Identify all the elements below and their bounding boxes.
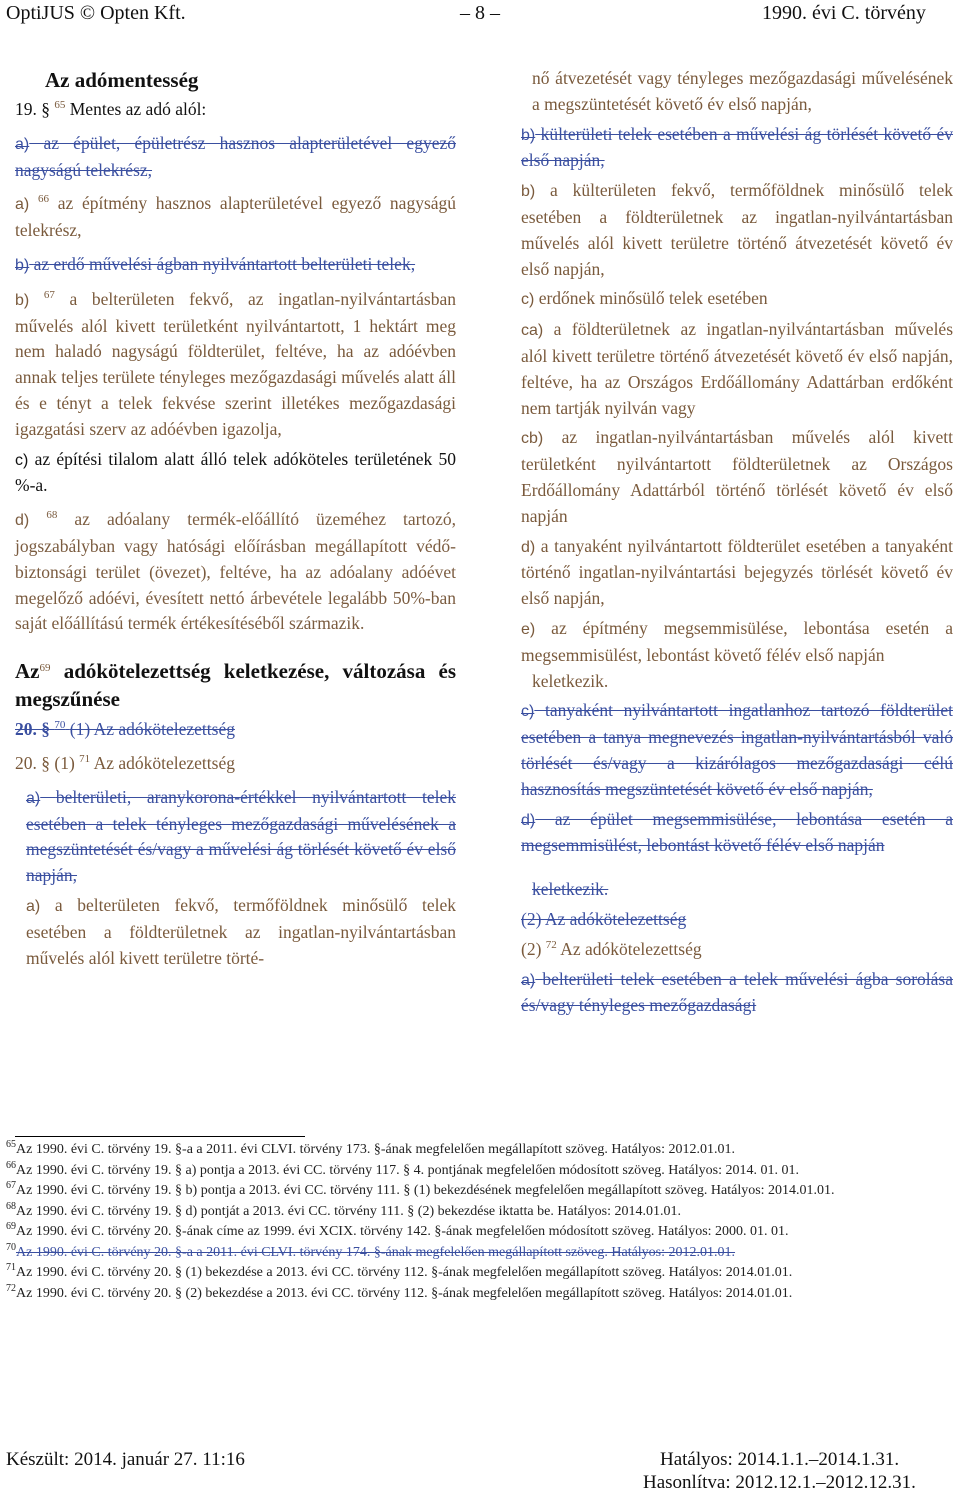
footnote-ref-66[interactable]: 66	[37, 193, 49, 206]
footnote-67: $^{67}$Az 1990. évi C. törvény 19. § b) pontja a 2013. évi CC. törvény 111. § (1) bekezdésének megfelelően megállapított szöveg. Hatályos: 2014.01.01.	[6, 1180, 835, 1198]
footnote-ref-68[interactable]: 68	[46, 509, 58, 522]
point-d: d) $^{68}$ az adóalany termék-előállító üzeméhez tartozó, jogszabályban vagy hatósági előírásban megállapított védő-biztonsági terület (övezet), feltéve, ha az adóalany adóévet megelőző adóévi, évesített nettó árbevétele legalább 50%-ban saját előállítású termék értékesítéséből származik.	[15, 509, 457, 634]
point-b-old-right: b) külterületi telek esetében a művelési ág törlését követő év első napján,	[521, 123, 954, 171]
footnote-71: $^{71}$Az 1990. évi C. törvény 20. § (1) bekezdése a 2013. évi CC. törvény 112. §-ának megfelelően megállapított szöveg. Hatályos: 2014.01.01.	[6, 1262, 793, 1280]
footnote-ref-71[interactable]: 71	[79, 752, 91, 765]
point-a-old: a) az épület, épületrész hasznos alapterületével egyező nagyságú telekrész,	[15, 132, 456, 180]
footnote-68: $^{68}$Az 1990. évi C. törvény 19. § d) pontját a 2013. évi CC. törvény 111. § (2) bekezdése iktatta be. Hatályos: 2014.01.01.	[6, 1200, 681, 1219]
subpoint-a-old: a) belterületi, aranykorona-értékkel nyilvántartott telek esetében a telek tényleges mezőgazdasági művelésének a megszüntetését és/vagy a művelési ág törlését követő év első napján,	[26, 786, 457, 886]
header-right: 1990. évi C. törvény	[762, 2, 926, 24]
continuation-text: nő átvezetését vagy tényleges mezőgazdasági művelésének a megszüntetését követő év első napján,	[532, 68, 953, 114]
point-2a-old: a) belterületi telek esetében a telek művelési ágba sorolása és/vagy tényleges mezőgazdasági	[521, 968, 953, 1016]
point-cb: cb) az ingatlan-nyilvántartásban művelés alól kivett területként nyilvántartott földterületnek az Országos Erdőállomány Adattárból történő törlését követő év első napján	[521, 427, 953, 526]
footnotes	[6, 1140, 953, 1304]
keletkezik-new: keletkezik.	[532, 670, 609, 691]
point-c: c) az építési tilalom alatt álló telek adóköteles területének 50 %-a.	[15, 448, 457, 496]
footnote-ref-67[interactable]: 67	[43, 288, 55, 301]
paragraph-20-new: 20. § (1) $^{71}$ Az adókötelezettség	[15, 752, 235, 773]
footnote-ref-70[interactable]: 70	[54, 719, 66, 732]
subpoint-a-new: a) a belterületen fekvő, termőföldnek minősülő telek esetében a földterületnek az ingatlan-nyilvántartásban művelés alól kivett területre törté-	[26, 894, 456, 968]
footnote-66: $^{66}$Az 1990. évi C. törvény 19. § a) pontja a 2013. évi CC. törvény 117. § 4. pontjának megfelelően módosított szöveg. Hatályos: 2014. 01. 01.	[6, 1159, 799, 1178]
footnote-ref-65[interactable]: 65	[54, 99, 66, 111]
footer-compared: Hasonlítva: 2012.12.1.–2012.12.31.	[643, 1472, 916, 1493]
header-left: OptiJUS © Opten Kft.	[6, 2, 186, 24]
point-d-right: d) a tanyaként nyilvántartott földterület esetében a tanyaként történő ingatlan-nyilvántartási bejegyzés törlését követő év első napján,	[521, 535, 953, 609]
left-column	[15, 66, 456, 971]
point-c-old-right: c) tanyaként nyilvántartott ingatlanhoz tartozó földterület esetében a tanya megnevezés ingatlan-nyilvántartásból való törlését és/vagy a kizárólagos mezőgazdasági célú hasznosítás megszüntetését követő év első napján,	[521, 700, 953, 799]
point-b-new: b) $^{67}$ a belterületen fekvő, az ingatlan-nyilvántartásban művelés alól kivett területként nyilvántartott, 1 hektárt meg nem haladó nagyságú földterület, feltéve, ha az adóévben annak teljes területe tényleges mezőgazdasági művelés alatt áll és e tényt a telek fekvése szerint illetékes mezőgazdasági igazgatási szerv az adóévben igazolja,	[15, 288, 457, 439]
footnote-separator	[15, 1136, 305, 1137]
point-a-new: a) $^{66}$ az építmény hasznos alapterületével egyező nagyságú telekrész,	[15, 193, 457, 241]
point-ca: ca) a földterületnek az ingatlan-nyilvántartásban művelés alól kivett területre történő átvezetését követő év első napján, feltéve, ha az Országos Erdőállomány Adattárban erdőként nem tartják nyilván vagy	[521, 319, 954, 418]
point-b-old: b) az erdő művelési ágban nyilvántartott belterületi telek,	[15, 253, 416, 274]
footnote-70: $^{70}$Az 1990. évi C. törvény 20. §-a a 2011. évi CLVI. törvény 174. §-ának megfelelően megállapított szöveg. Hatályos: 2012.01.01.	[6, 1241, 736, 1260]
footer-created: Készült: 2014. január 27. 11:16	[6, 1449, 245, 1470]
point-c-right: c) erdőnek minősülő telek esetében	[521, 288, 768, 309]
footnote-ref-69[interactable]: 69	[39, 662, 51, 675]
footnote-ref-72[interactable]: 72	[545, 938, 557, 951]
footnote-65: $^{65}$Az 1990. évi C. törvény 19. §-a a 2011. évi CLVI. törvény 173. §-ának megfelelően megállapított szöveg. Hatályos: 2012.01.01.	[6, 1139, 736, 1157]
point-d-old-right: d) az épület megsemmisülése, lebontása esetén a megsemmisülést, lebontást követő félév első napján	[521, 808, 954, 856]
paragraph-20-old: 20. § $^{70}$ (1) Az adókötelezettség	[15, 719, 235, 740]
page-number: – 8 –	[460, 2, 500, 24]
paragraph-2-old: (2) Az adókötelezettség	[521, 908, 687, 929]
section-title-adokotelezettseg: Az$^{69}$ adókötelezettség keletkezése, változása és megszűnése	[15, 659, 457, 712]
point-b-new-right: b) a külterületen fekvő, termőföldnek minősülő telek esetében a földterületnek az ingatlan-nyilvántartásban művelés alól kivett területre történő átvezetését követő év első napján,	[521, 180, 953, 279]
section-title-adomentesseg: Az adómentesség	[45, 68, 199, 92]
footer-effective: Hatályos: 2014.1.1.–2014.1.31.	[660, 1449, 900, 1470]
paragraph-2-new: (2) $^{72}$ Az adókötelezettség	[521, 938, 702, 959]
keletkezik-old: keletkezik.	[532, 879, 609, 900]
paragraph-19: 19. § $^{65}$ Mentes az adó alól:	[15, 99, 207, 119]
footnote-72: $^{72}$Az 1990. évi C. törvény 20. § (2) bekezdése a 2013. évi CC. törvény 112. §-ának megfelelően megállapított szöveg. Hatályos: 2014.01.01.	[6, 1282, 793, 1301]
point-e-right: e) az építmény megsemmisülése, lebontása esetén a megsemmisülést, lebontást követő félév első napján	[521, 617, 954, 665]
footnote-69: $^{69}$Az 1990. évi C. törvény 20. §-ának címe az 1999. évi XCIX. törvény 142. §-ának megfelelően módosított szöveg. Hatályos: 2000. 01. 01.	[6, 1221, 789, 1239]
right-column	[521, 66, 953, 1019]
